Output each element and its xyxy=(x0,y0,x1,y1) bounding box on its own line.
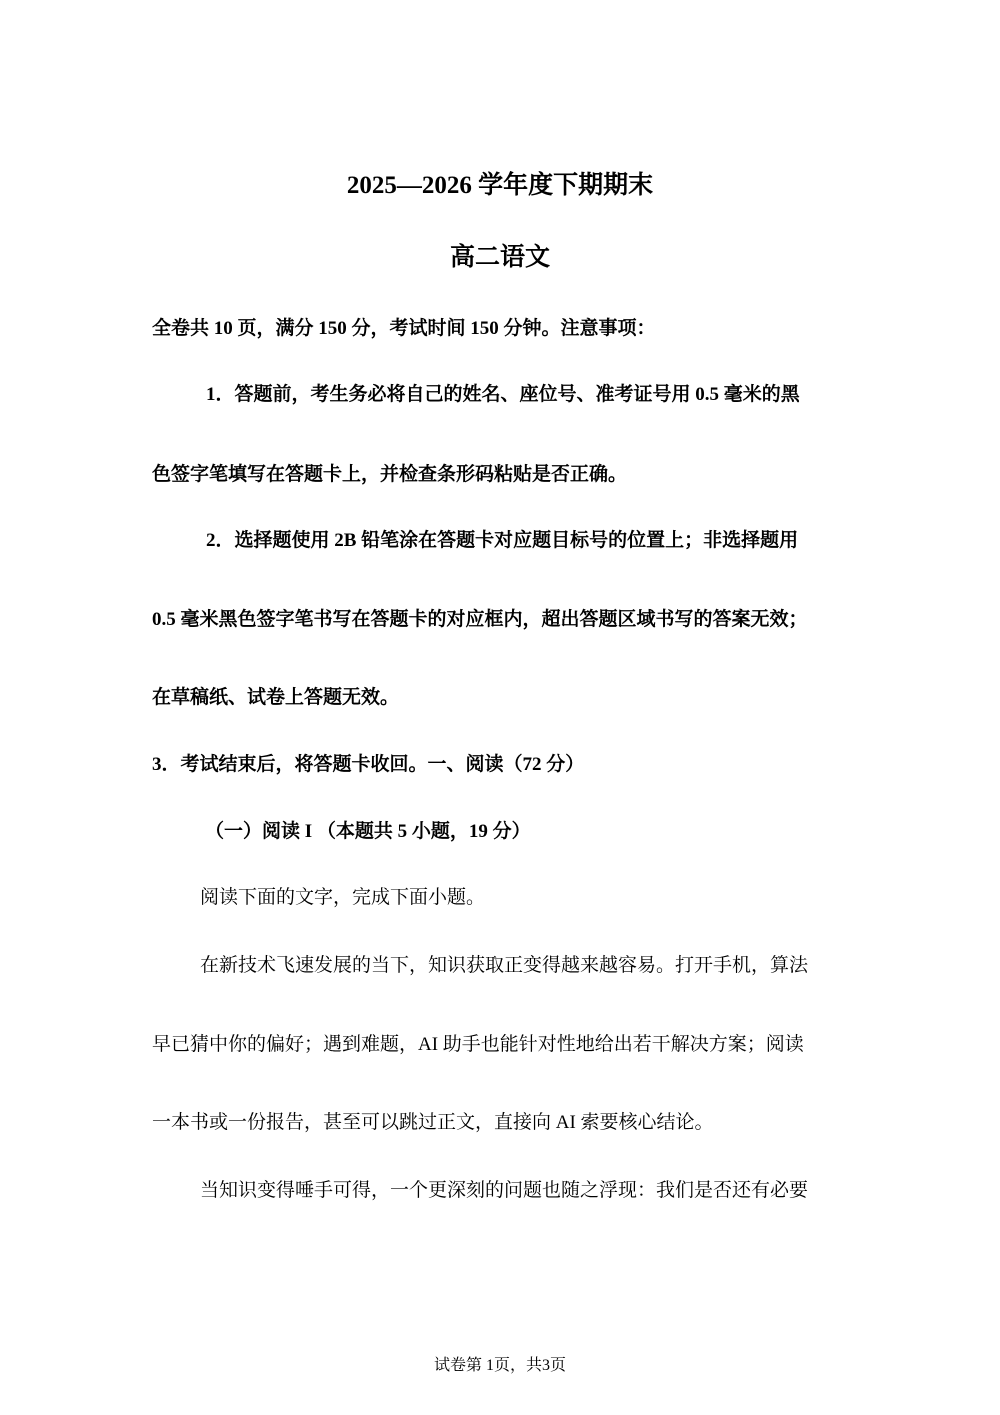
notice-1-line-2: 色签字笔填写在答题卡上，并检查条形码粘贴是否正确。 xyxy=(152,464,628,485)
paragraph-1-line-2: 早已猜中你的偏好；遇到难题，AI 助手也能针对性地给出若干解决方案；阅读 xyxy=(152,1034,804,1055)
reading-instruction: 阅读下面的文字，完成下面小题。 xyxy=(200,887,486,908)
paragraph-1-line-1: 在新技术飞速发展的当下，知识获取正变得越来越容易。打开手机，算法 xyxy=(200,955,809,976)
notice-2-line-1: 2．选择题使用 2B 铅笔涂在答题卡对应题目标号的位置上；非选择题用 xyxy=(206,530,799,551)
exam-title: 2025—2026 学年度下期期末 xyxy=(346,172,654,199)
notice-3: 3．考试结束后，将答题卡收回。一、阅读（72 分） xyxy=(152,754,585,775)
notice-2-line-3: 在草稿纸、试卷上答题无效。 xyxy=(152,687,400,708)
paragraph-2-line-1: 当知识变得唾手可得，一个更深刻的问题也随之浮现：我们是否还有必要 xyxy=(200,1180,809,1201)
paragraph-1-line-3: 一本书或一份报告，甚至可以跳过正文，直接向 AI 索要核心结论。 xyxy=(152,1112,714,1133)
page-footer: 试卷第 1页，共3页 xyxy=(433,1357,566,1374)
exam-info: 全卷共 10 页，满分 150 分，考试时间 150 分钟。注意事项： xyxy=(152,318,656,339)
subject-title: 高二语文 xyxy=(449,244,550,271)
notice-2-line-2: 0.5 毫米黑色签字笔书写在答题卡的对应框内，超出答题区域书写的答案无效； xyxy=(152,609,808,630)
section-heading: （一）阅读 I （本题共 5 小题，19 分） xyxy=(205,821,531,842)
notice-1-line-1: 1．答题前，考生务必将自己的姓名、座位号、准考证号用 0.5 毫米的黑 xyxy=(206,384,800,405)
